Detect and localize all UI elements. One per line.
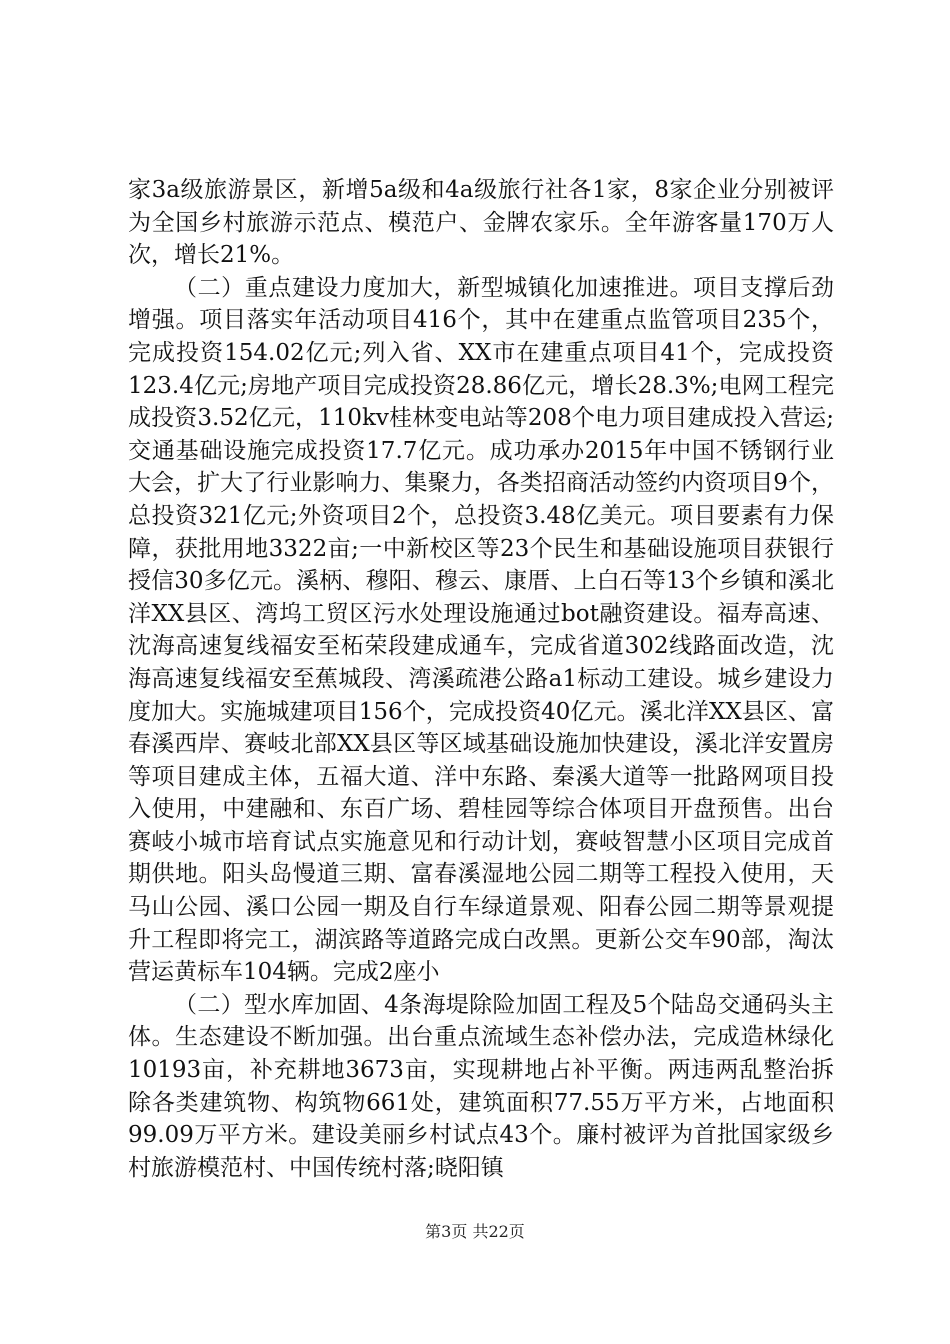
page-number-footer: 第3页 共22页 [425,1222,525,1241]
document-body [128,174,834,1184]
paragraph-key-construction: （二）重点建设力度加大，新型城镇化加速推进。项目支撑后劲增强。项目落实年活动项目416个，其中在建重点监管项目235个，完成投资154.02亿元;列入省、XX市在建重点项目41个，完成投资123.4亿元;房地产项目完成投资28.86亿元，增长28.3%;电网工程完成投资3.52亿元，110kv桂林变电站等208个电力项目建成投入营运;交通基础设施完成投资17.7亿元。成功承办2015年中国不锈钢行业大会，扩大了行业影响力、集聚力，各类招商活动签约内资项目9个，总投资321亿元;外资项目2个，总投资3.48亿美元。项目要素有力保障，获批用地3322亩;一中新校区等23个民生和基础设施项目获银行授信30多亿元。溪柄、穆阳、穆云、康厝、上白石等13个乡镇和溪北洋XX县区、湾坞工贸区污水处理设施通过bot融资建设。福寿高速、沈海高速复线福安至柘荣段建成通车，完成省道302线路面改造，沈海高速复线福安至蕉城段、湾溪疏港公路a1标动工建设。城乡建设力度加大。实施城建项目156个，完成投资40亿元。溪北洋XX县区、富春溪西岸、赛岐北部XX县区等区域基础设施加快建设，溪北洋安置房等项目建成主体，五福大道、洋中东路、秦溪大道等一批路网项目投入使用，中建融和、东百广场、碧桂园等综合体项目开盘预售。出台赛岐小城市培育试点实施意见和行动计划，赛岐智慧小区项目完成首期供地。阳头岛慢道三期、富春溪湿地公园二期等工程投入使用，天马山公园、溪口公园一期及自行车绿道景观、阳春公园二期等景观提升工程即将完工，湖滨路等道路完成白改黑。更新公交车90部，淘汰营运黄标车104辆。完成2座小 [128,274,834,986]
paragraph-continuation: 家3a级旅游景区，新增5a级和4a级旅行社各1家，8家企业分别被评为全国乡村旅游示范点、模范户、金牌农家乐。全年游客量170万人次，增长21%。 [128,177,834,269]
paragraph-ecology: （二）型水库加固、4条海堤除险加固工程及5个陆岛交通码头主体。生态建设不断加强。出台重点流域生态补偿办法，完成造林绿化10193亩，补充耕地3673亩，实现耕地占补平衡。两违两乱整治拆除各类建筑物、构筑物661处，建筑面积77.55万平方米，占地面积99.09万平方米。建设美丽乡村试点43个。廉村被评为首批国家级乡村旅游模范村、中国传统村落;晓阳镇 [128,991,834,1181]
